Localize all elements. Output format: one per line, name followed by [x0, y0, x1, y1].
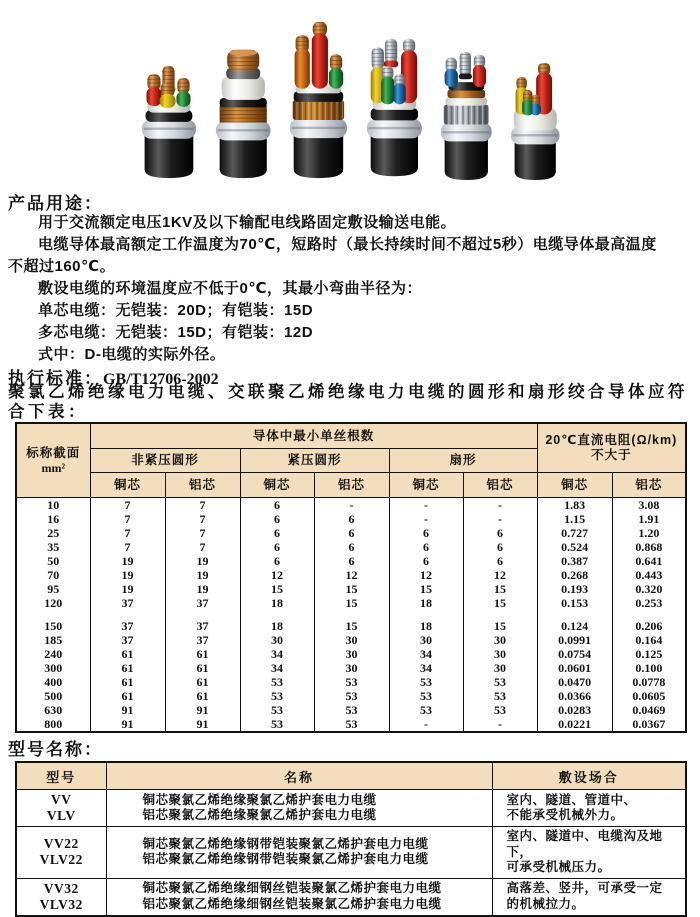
col-header-aluminum: 铝芯: [612, 473, 686, 498]
conductor-cell: 34: [240, 647, 314, 661]
three-core-copper-wire-armored-cable-icon: [287, 20, 350, 180]
model-codes-cell-line: VLV: [46, 808, 76, 823]
conductor-cell: 0.206: [612, 619, 686, 633]
conductor-cell: 7: [165, 512, 240, 526]
laying-occasion-cell: [492, 790, 686, 827]
col-header-sector: 扇形: [389, 449, 537, 473]
conductor-cell: 30: [314, 661, 389, 675]
conductor-cell: 37: [90, 596, 165, 610]
conductor-cell: 500: [16, 689, 90, 703]
conductor-header-row-3: [16, 473, 686, 498]
conductor-cell: 53: [314, 717, 389, 732]
usage-paragraph: 电缆导体最高额定工作温度为70℃，短路时（最长持续时间不超过5秒）电缆导体最高温度不超过160℃。: [8, 236, 657, 275]
standard-value: GB/T12706-2002: [103, 371, 219, 388]
conductor-cell: 34: [389, 661, 463, 675]
dc-resistance-line1: 20℃直流电阻(Ω/km): [545, 433, 678, 447]
standard-label: 执行标准：: [8, 369, 103, 388]
conductor-cell: 37: [90, 633, 165, 647]
model-names-cell-line: 铜芯聚氯乙烯绝缘细钢丝铠装聚氯乙烯护套电力电缆: [142, 881, 442, 895]
conductor-cell: 1.15: [537, 512, 612, 526]
usage-heading: 产品用途：: [8, 194, 103, 213]
conductor-cell: 37: [165, 633, 240, 647]
conductor-cell: 18: [389, 619, 463, 633]
col-header-noncompact-round: 非紧压圆形: [90, 449, 240, 473]
conductor-table-intro: 聚氯乙烯绝缘电力电缆、交联聚乙烯绝缘电力电缆的圆形和扇形绞合导体应符合下表：: [8, 383, 688, 421]
conductor-cell: 19: [90, 554, 165, 568]
model-names-cell: [106, 827, 492, 879]
conductor-cell: 6: [314, 554, 389, 568]
conductor-cell: 0.0366: [537, 689, 612, 703]
conductor-cell: 0.164: [612, 633, 686, 647]
conductor-cell: 6: [389, 554, 463, 568]
laying-occasion-cell: [492, 878, 686, 916]
standard-line: [8, 364, 692, 388]
conductor-cell: 53: [240, 689, 314, 703]
conductor-cell: 19: [165, 582, 240, 596]
laying-occasion-cell-line: 可承受机械压力。: [506, 860, 611, 874]
model-names-cell: [106, 790, 492, 827]
conductor-cell: 37: [90, 619, 165, 633]
conductor-cell: 30: [389, 633, 463, 647]
conductor-cell: 37: [165, 596, 240, 610]
conductor-cell: 37: [165, 619, 240, 633]
conductor-row: [16, 596, 686, 610]
conductor-cell: 34: [389, 647, 463, 661]
conductor-cell: 0.193: [537, 582, 612, 596]
conductor-row: [16, 526, 686, 540]
conductor-cell: 7: [90, 512, 165, 526]
conductor-cell: 1.20: [612, 526, 686, 540]
conductor-cell: 0.100: [612, 661, 686, 675]
col-header-occasion: 敷设场合: [492, 762, 686, 790]
conductor-cell: 0.641: [612, 554, 686, 568]
conductor-cell: 0.0367: [612, 717, 686, 732]
four-core-copper-pvc-cable-icon: [139, 62, 199, 180]
conductor-cell: 0.0754: [537, 647, 612, 661]
conductor-cell: 15: [463, 596, 537, 610]
conductor-cell: 15: [463, 619, 537, 633]
conductor-cell: 0.0605: [612, 689, 686, 703]
conductor-cell: 30: [463, 633, 537, 647]
conductor-cell: 91: [90, 703, 165, 717]
conductor-cell: 53: [314, 675, 389, 689]
conductor-cell: 30: [314, 633, 389, 647]
conductor-cell: 18: [240, 619, 314, 633]
conductor-cell: 30: [463, 647, 537, 661]
conductor-cell: 15: [314, 582, 389, 596]
conductor-cell: 91: [165, 703, 240, 717]
conductor-cell: 3.08: [612, 498, 686, 513]
col-header-dc-resistance: [537, 423, 686, 473]
conductor-cell: 15: [389, 582, 463, 596]
conductor-cell: 61: [165, 661, 240, 675]
conductor-cell: 61: [90, 689, 165, 703]
conductor-cell: 53: [240, 703, 314, 717]
col-header-min-strands: 导体中最小单丝根数: [90, 423, 537, 449]
conductor-cell: 53: [389, 675, 463, 689]
conductor-cell: 0.153: [537, 596, 612, 610]
model-codes-cell: [16, 790, 106, 827]
conductor-table: [15, 422, 687, 733]
conductor-cell: 16: [16, 512, 90, 526]
conductor-row: [16, 540, 686, 554]
conductor-header-row-1: [16, 423, 686, 449]
laying-occasion-cell-line: 不能承受机械外力。: [506, 808, 624, 822]
laying-occasion-cell-line: 的机械拉力。: [506, 896, 585, 911]
dc-resistance-line2: 不大于: [591, 448, 632, 462]
conductor-cell: 53: [463, 703, 537, 717]
conductor-cell: 0.253: [612, 596, 686, 610]
conductor-cell: 95: [16, 582, 90, 596]
steel-wire-armored-aluminum-cable-icon: [439, 52, 494, 180]
model-names-cell: [106, 878, 492, 916]
conductor-cell: 61: [165, 689, 240, 703]
model-codes-cell: [16, 878, 106, 916]
conductor-cell: 0.320: [612, 582, 686, 596]
model-table-body: [16, 790, 686, 916]
conductor-row: [16, 717, 686, 732]
model-names-cell-line: 铜芯聚氯乙烯绝缘钢带铠装聚氯乙烯护套电力电缆: [142, 836, 429, 851]
conductor-cell: 53: [314, 689, 389, 703]
usage-paragraph: 敷设电缆的环境温度应不低于0℃，其最小弯曲半径为：: [38, 280, 423, 297]
conductor-cell: 12: [240, 568, 314, 582]
conductor-cell: 61: [90, 647, 165, 661]
col-header-aluminum: 铝芯: [463, 473, 537, 498]
col-header-compact-round: 紧压圆形: [240, 449, 389, 473]
laying-occasion-cell: [492, 827, 686, 879]
conductor-cell: -: [389, 512, 463, 526]
conductor-cell: 6: [463, 554, 537, 568]
conductor-cell: 35: [16, 540, 90, 554]
usage-paragraph: 单芯电缆：无铠装：20D；有铠装：15D: [38, 302, 314, 319]
conductor-cell: 34: [240, 661, 314, 675]
model-table: [15, 761, 687, 917]
conductor-cell: 12: [389, 568, 463, 582]
conductor-cell: 50: [16, 554, 90, 568]
conductor-cell: 15: [463, 582, 537, 596]
laying-occasion-cell-line: 高落差、竖井，可承受一定: [506, 881, 663, 895]
conductor-cell: 6: [314, 526, 389, 540]
conductor-cell: 0.0778: [612, 675, 686, 689]
conductor-cell: 19: [90, 568, 165, 582]
conductor-row: [16, 512, 686, 526]
model-names-cell-line: 铝芯聚氯乙烯绝缘细钢丝铠装聚氯乙烯护套电力电缆: [142, 896, 442, 911]
conductor-cell: 61: [90, 675, 165, 689]
conductor-cell: -: [463, 498, 537, 513]
conductor-cell: 19: [165, 568, 240, 582]
model-names-cell-line: 铜芯聚氯乙烯绝缘聚氯乙烯护套电力电缆: [142, 792, 377, 807]
row-group-gap: [16, 610, 686, 619]
model-codes-cell-line: VV22: [43, 836, 79, 852]
conductor-cell: 0.0601: [537, 661, 612, 675]
conductor-cell: 0.524: [537, 540, 612, 554]
conductor-cell: -: [389, 717, 463, 732]
usage-paragraph: 多芯电缆：无铠装：15D；有铠装：12D: [38, 324, 314, 341]
conductor-cell: 0.0991: [537, 633, 612, 647]
conductor-cell: 6: [240, 512, 314, 526]
conductor-cell: 0.387: [537, 554, 612, 568]
conductor-cell: 6: [314, 540, 389, 554]
conductor-cell: 91: [90, 717, 165, 732]
conductor-cell: 53: [389, 689, 463, 703]
conductor-cell: 7: [90, 526, 165, 540]
conductor-cell: 15: [314, 619, 389, 633]
col-header-nominal-section: [16, 423, 90, 498]
conductor-cell: 120: [16, 596, 90, 610]
usage-paragraphs: [8, 212, 668, 366]
conductor-cell: 25: [16, 526, 90, 540]
conductor-cell: 0.125: [612, 647, 686, 661]
conductor-cell: 150: [16, 619, 90, 633]
conductor-cell: 0.268: [537, 568, 612, 582]
laying-occasion-cell-line: 室内、隧道、管道中、: [506, 792, 637, 807]
conductor-cell: 1.83: [537, 498, 612, 513]
conductor-row: [16, 633, 686, 647]
usage-paragraph: 用于交流额定电压1KV及以下输配电线路固定敷设输送电能。: [38, 214, 457, 231]
model-group-row: [16, 878, 686, 916]
conductor-cell: 6: [389, 526, 463, 540]
conductor-row: [16, 675, 686, 689]
conductor-cell: 7: [90, 498, 165, 513]
conductor-cell: 91: [165, 717, 240, 732]
conductor-row: [16, 498, 686, 513]
conductor-cell: 0.0469: [612, 703, 686, 717]
model-codes-cell-line: VV32: [43, 880, 79, 896]
model-codes-cell-line: VV: [51, 792, 72, 807]
model-names-cell-line: 铝芯聚氯乙烯绝缘聚氯乙烯护套电力电缆: [142, 808, 377, 822]
conductor-cell: 6: [240, 526, 314, 540]
conductor-row: [16, 582, 686, 596]
conductor-cell: 18: [389, 596, 463, 610]
conductor-cell: 300: [16, 661, 90, 675]
conductor-cell: 7: [165, 540, 240, 554]
model-codes-cell: [16, 827, 106, 879]
conductor-cell: 61: [90, 661, 165, 675]
conductor-cell: 30: [463, 661, 537, 675]
conductor-cell: 6: [314, 512, 389, 526]
conductor-cell: 61: [165, 647, 240, 661]
conductor-cell: 0.0283: [537, 703, 612, 717]
conductor-cell: 0.868: [612, 540, 686, 554]
col-header-copper: 铜芯: [240, 473, 314, 498]
nominal-section-label: 标称截面: [26, 445, 81, 460]
conductor-cell: 6: [389, 540, 463, 554]
col-header-aluminum: 铝芯: [314, 473, 389, 498]
single-core-copper-taped-cable-icon: [214, 48, 272, 180]
conductor-cell: 30: [314, 647, 389, 661]
conductor-table-body: [16, 498, 686, 733]
multi-core-copper-cable-icon: [509, 62, 561, 180]
nominal-section-unit: mm²: [41, 460, 66, 475]
conductor-row: [16, 689, 686, 703]
cable-photos-row: [0, 6, 700, 180]
col-header-copper: 铜芯: [90, 473, 165, 498]
model-names-cell-line: 铝芯聚氯乙烯绝缘钢带铠装聚氯乙烯护套电力电缆: [142, 852, 429, 867]
conductor-cell: 12: [314, 568, 389, 582]
conductor-cell: 7: [90, 540, 165, 554]
conductor-cell: 70: [16, 568, 90, 582]
four-core-aluminum-cable-icon: [365, 36, 424, 180]
conductor-cell: 6: [463, 526, 537, 540]
conductor-cell: 53: [463, 689, 537, 703]
model-header-row: [16, 762, 686, 790]
conductor-cell: -: [463, 717, 537, 732]
conductor-cell: 30: [240, 633, 314, 647]
conductor-cell: 15: [240, 582, 314, 596]
conductor-cell: 6: [240, 554, 314, 568]
conductor-row: [16, 703, 686, 717]
col-header-name: 名称: [106, 762, 492, 790]
conductor-cell: 53: [240, 675, 314, 689]
model-codes-cell-line: VLV22: [39, 852, 83, 868]
conductor-cell: 240: [16, 647, 90, 661]
col-header-model: 型号: [16, 762, 106, 790]
conductor-cell: 0.727: [537, 526, 612, 540]
laying-occasion-cell-line: 室内、隧道中、电缆沟及地下，: [506, 829, 663, 859]
conductor-cell: 185: [16, 633, 90, 647]
col-header-copper: 铜芯: [537, 473, 612, 498]
conductor-cell: 0.124: [537, 619, 612, 633]
conductor-row: [16, 554, 686, 568]
conductor-cell: 53: [240, 717, 314, 732]
col-header-aluminum: 铝芯: [165, 473, 240, 498]
conductor-cell: 7: [165, 498, 240, 513]
model-group-row: [16, 827, 686, 879]
conductor-cell: 1.91: [612, 512, 686, 526]
conductor-cell: 400: [16, 675, 90, 689]
model-codes-cell-line: VLV32: [39, 896, 83, 912]
conductor-cell: 800: [16, 717, 90, 732]
conductor-cell: 0.0470: [537, 675, 612, 689]
conductor-cell: -: [314, 498, 389, 513]
conductor-cell: 18: [240, 596, 314, 610]
conductor-cell: 0.0221: [537, 717, 612, 732]
conductor-cell: 12: [463, 568, 537, 582]
conductor-cell: 53: [314, 703, 389, 717]
conductor-cell: 630: [16, 703, 90, 717]
conductor-cell: 6: [240, 498, 314, 513]
conductor-cell: 0.443: [612, 568, 686, 582]
conductor-cell: 6: [240, 540, 314, 554]
conductor-row: [16, 647, 686, 661]
conductor-cell: -: [463, 512, 537, 526]
conductor-cell: 53: [389, 703, 463, 717]
conductor-cell: 19: [165, 554, 240, 568]
model-group-row: [16, 790, 686, 827]
conductor-cell: 10: [16, 498, 90, 513]
conductor-cell: 7: [165, 526, 240, 540]
conductor-cell: 19: [90, 582, 165, 596]
conductor-cell: 53: [463, 675, 537, 689]
models-heading: 型号名称：: [8, 740, 103, 759]
usage-paragraph: 式中：D-电缆的实际外径。: [38, 346, 226, 363]
conductor-cell: 6: [463, 540, 537, 554]
conductor-row: [16, 568, 686, 582]
conductor-row: [16, 661, 686, 675]
conductor-cell: 15: [314, 596, 389, 610]
conductor-row: [16, 619, 686, 633]
conductor-cell: -: [389, 498, 463, 513]
col-header-copper: 铜芯: [389, 473, 463, 498]
conductor-cell: 61: [165, 675, 240, 689]
